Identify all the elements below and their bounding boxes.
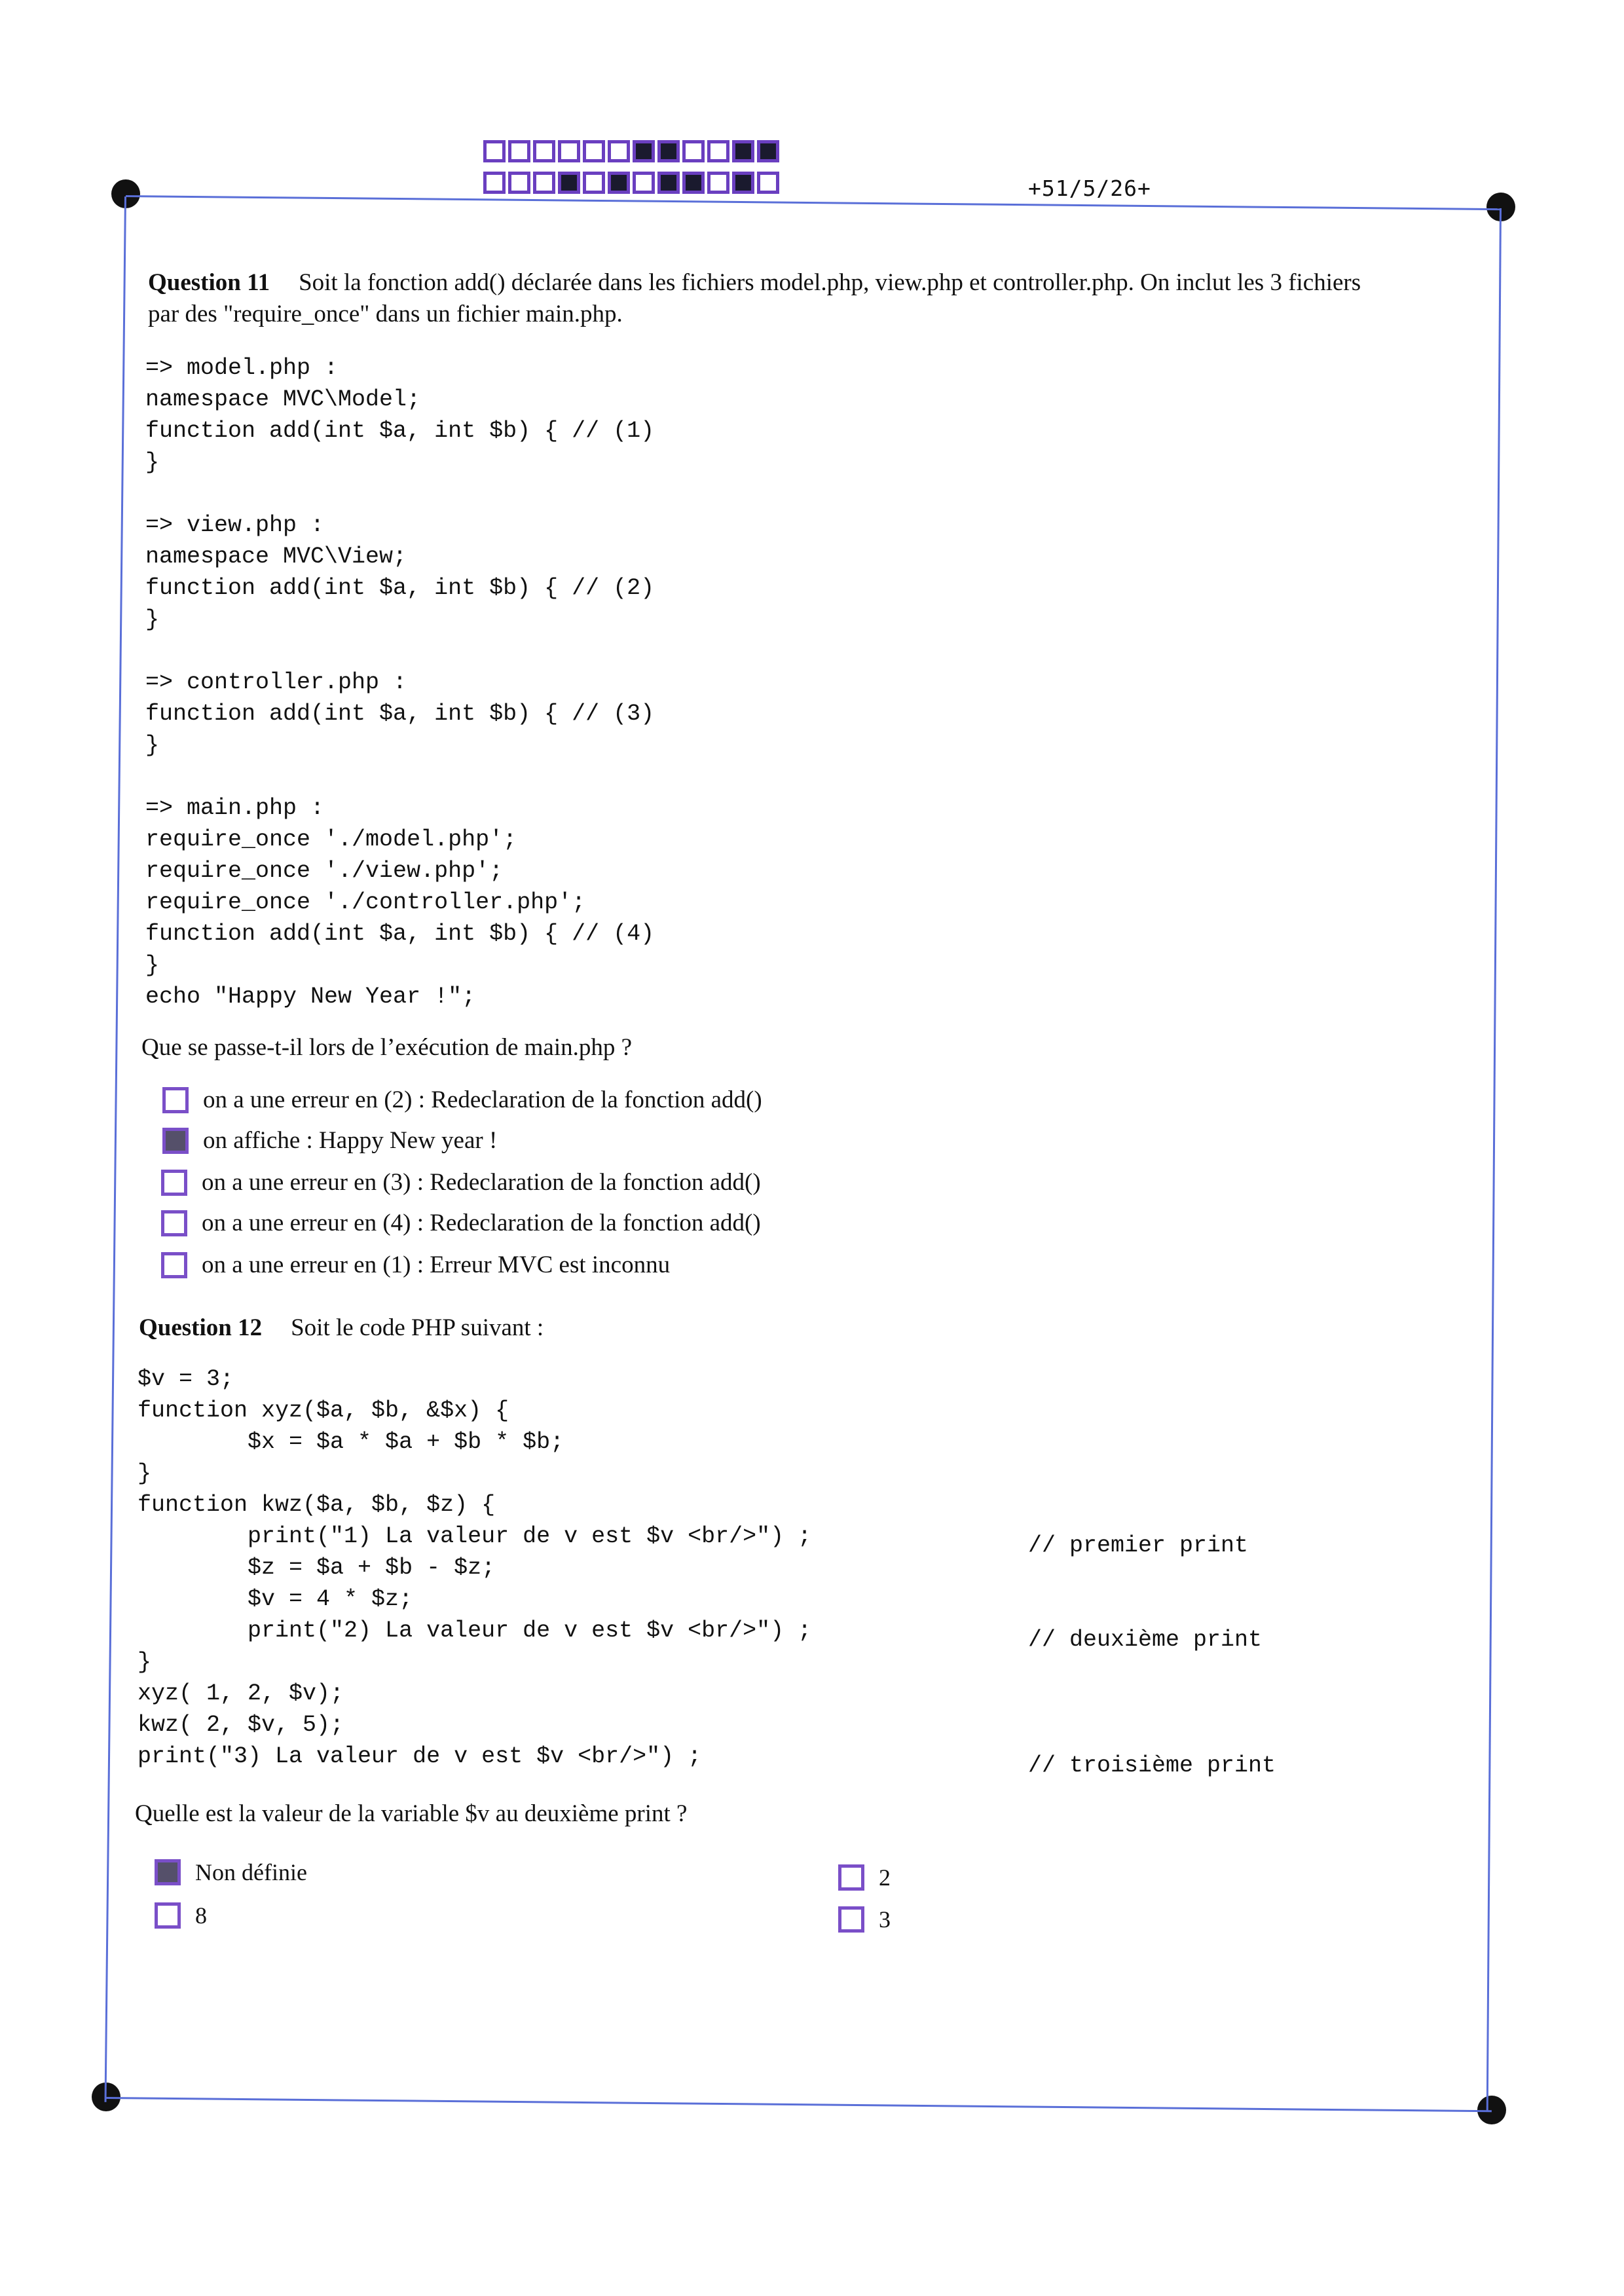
barcode-cell	[757, 140, 779, 162]
barcode-cell	[508, 172, 530, 194]
q11-choice-4[interactable]	[161, 1209, 761, 1237]
q12-choice-non-definie-label: Non définie	[195, 1859, 307, 1885]
q11-choice-2-label: on affiche : Happy New year !	[203, 1127, 498, 1154]
barcode-cell	[533, 172, 555, 194]
q11-checkbox-4[interactable]	[161, 1210, 187, 1236]
barcode-cell	[633, 172, 655, 194]
barcode-cell	[657, 140, 680, 162]
question-12-header	[139, 1312, 544, 1344]
q12-checkbox-non-definie[interactable]	[155, 1859, 181, 1885]
q11-choice-2[interactable]	[162, 1126, 497, 1155]
q11-checkbox-5[interactable]	[161, 1252, 187, 1278]
q12-checkbox-2[interactable]	[838, 1864, 864, 1891]
comment-deuxieme-print: // deuxième print	[1028, 1627, 1263, 1653]
q11-checkbox-3[interactable]	[161, 1170, 187, 1196]
barcode-cell	[633, 140, 655, 162]
barcode-cell	[682, 140, 705, 162]
barcode-cell	[508, 140, 530, 162]
barcode-cell	[583, 140, 605, 162]
barcode-cell	[533, 140, 555, 162]
question-11-header	[148, 267, 1490, 330]
question-11-prompt: Que se passe-t-il lors de l’exécution de main.php ?	[141, 1034, 633, 1061]
barcode-cell	[732, 172, 754, 194]
q12-choice-3-label: 3	[879, 1906, 891, 1933]
question-12-code: $v = 3; function xyz($a, $b, &$x) { $x = $a * $a + $b * $b; } function kwz($a, $b, $z) { print("1) La valeur de v est $v <br/>") ; $z = $a + $b - $z; $v = 4 * $z; print("2) La valeur de v est $v <br/>") ; } xyz( 1, 2, $v); kwz( 2, $v, 5); print("3) La valeur de v est $v <br/>") ;	[138, 1366, 812, 1769]
q11-choice-5-label: on a une erreur en (1) : Erreur MVC est inconnu	[202, 1251, 671, 1278]
q11-choice-1[interactable]	[162, 1086, 762, 1114]
q12-choice-2[interactable]	[838, 1864, 891, 1891]
barcode-cell	[608, 140, 630, 162]
barcode-row-bottom	[483, 172, 779, 194]
q11-checkbox-2[interactable]	[162, 1128, 189, 1154]
question-12-text: Soit le code PHP suivant :	[291, 1314, 544, 1341]
q12-choice-8[interactable]	[155, 1902, 207, 1929]
q11-choice-3[interactable]	[161, 1168, 761, 1196]
barcode-cell	[657, 172, 680, 194]
barcode-cell	[483, 172, 506, 194]
barcode-cell	[757, 172, 779, 194]
q12-checkbox-3[interactable]	[838, 1906, 864, 1933]
question-11-text-line2: par des "require_once" dans un fichier main.php.	[148, 301, 623, 327]
barcode-row-top	[483, 140, 779, 162]
barcode-cell	[732, 140, 754, 162]
barcode-cell	[583, 172, 605, 194]
question-12-prompt: Quelle est la valeur de la variable $v au deuxième print ?	[135, 1800, 688, 1827]
frame-bottom-line	[106, 2097, 1492, 2112]
question-11-code: => model.php : namespace MVC\Model; function add(int $a, int $b) { // (1) } => view.php : namespace MVC\View; function add(int $a, int $b) { // (2) } => controller.php : function add(int $a, int $b) { // (3) } => main.php : require_once './model.php'; require_once './view.php'; require_once './controller.php'; function add(int $a, int $b) { // (4) } echo "Happy New Year !";	[145, 355, 655, 1010]
q12-choice-non-definie[interactable]	[155, 1859, 307, 1886]
q12-choice-3[interactable]	[838, 1906, 891, 1933]
barcode-cell	[707, 140, 729, 162]
frame-left-line	[105, 196, 126, 2102]
q11-choice-1-label: on a une erreur en (2) : Redeclaration de la fonction add()	[203, 1086, 762, 1113]
q12-checkbox-8[interactable]	[155, 1902, 181, 1929]
q12-choice-8-label: 8	[195, 1902, 207, 1929]
comment-troisieme-print: // troisième print	[1028, 1752, 1276, 1779]
q12-choice-2-label: 2	[879, 1864, 891, 1891]
barcode-cell	[682, 172, 705, 194]
barcode-cell	[558, 172, 580, 194]
q11-checkbox-1[interactable]	[162, 1087, 189, 1113]
barcode-cell	[558, 140, 580, 162]
barcode-cell	[608, 172, 630, 194]
frame-right-line	[1486, 208, 1502, 2111]
q11-choice-4-label: on a une erreur en (4) : Redeclaration de la fonction add()	[202, 1210, 761, 1236]
barcode-cell	[483, 140, 506, 162]
q11-choice-5[interactable]	[161, 1251, 670, 1279]
q11-choice-3-label: on a une erreur en (3) : Redeclaration de la fonction add()	[202, 1169, 761, 1196]
page-identifier: +51/5/26+	[1028, 176, 1151, 201]
question-12-label: Question 12	[139, 1314, 263, 1341]
comment-premier-print: // premier print	[1028, 1532, 1249, 1559]
question-11-label: Question 11	[148, 269, 270, 296]
question-11-text-line1: Soit la fonction add() déclarée dans les fichiers model.php, view.php et controller.php. On inclut les 3 fichiers	[299, 269, 1361, 296]
barcode-cell	[707, 172, 729, 194]
frame-top-line	[126, 195, 1501, 210]
